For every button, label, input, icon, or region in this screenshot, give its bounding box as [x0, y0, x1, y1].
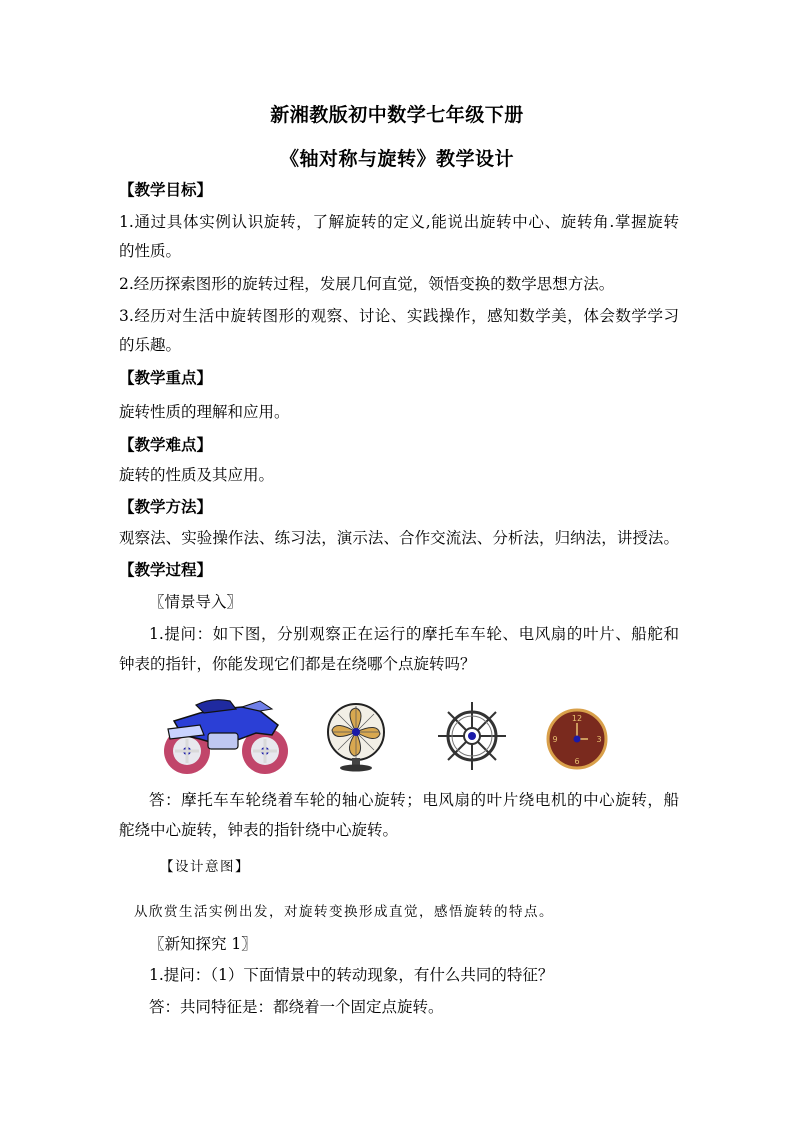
goal-2: 2.经历探索图形的旋转过程，发展几何直觉，领悟变换的数学思想方法。: [119, 275, 615, 293]
question-1-line-2: 钟表的指针，你能发现它们都是在绕哪个点旋转吗？: [119, 655, 476, 673]
clock-number-6: 6: [574, 757, 580, 766]
goal-1-line-1: 1.通过具体实例认识旋转，了解旋转的定义,能说出旋转中心、旋转角.掌握旋转: [119, 213, 679, 231]
difficulty-heading: 【教学难点】: [119, 436, 213, 454]
goal-3-line-1: 3.经历对生活中旋转图形的观察、讨论、实践操作，感知数学美，体会数学学习: [119, 307, 679, 325]
doc-subtitle: 《轴对称与旋转》教学设计: [279, 148, 514, 170]
difficulty-text: 旋转的性质及其应用。: [119, 466, 275, 484]
clock-number-3: 3: [596, 735, 602, 744]
clock-number-12: 12: [571, 714, 583, 723]
electric-fan-icon: [320, 700, 392, 772]
doc-title: 新湘教版初中数学七年级下册: [270, 104, 524, 126]
key-points-text: 旋转性质的理解和应用。: [119, 403, 290, 421]
goal-1-line-2: 的性质。: [119, 242, 182, 260]
process-heading: 【教学过程】: [119, 561, 213, 579]
method-heading: 【教学方法】: [119, 498, 213, 516]
question-1-line-1: 1.提问：如下图，分别观察正在运行的摩托车车轮、电风扇的叶片、船舵和: [149, 625, 679, 643]
goal-3-line-2: 的乐趣。: [119, 336, 182, 354]
design-intent-text: 从欣赏生活实例出发，对旋转变换形成直觉，感悟旋转的特点。: [134, 904, 554, 920]
answer-1-line-2: 舵绕中心旋转，钟表的指针绕中心旋转。: [119, 821, 399, 839]
question-2: 1.提问：（1）下面情景中的转动现象，有什么共同的特征？: [149, 966, 554, 984]
method-text: 观察法、实验操作法、练习法，演示法、合作交流法、分析法，归纳法，讲授法。: [119, 529, 679, 547]
goals-heading: 【教学目标】: [119, 181, 213, 199]
clock-icon: [546, 708, 608, 770]
intro-heading: 〖情景导入〗: [149, 593, 243, 611]
key-points-heading: 【教学重点】: [119, 369, 213, 387]
clock-number-9: 9: [552, 735, 558, 744]
answer-2: 答：共同特征是：都绕着一个固定点旋转。: [149, 998, 444, 1016]
ship-wheel-icon: [436, 700, 508, 772]
answer-1-line-1: 答：摩托车车轮绕着车轮的轴心旋转；电风扇的叶片绕电机的中心旋转，船: [149, 791, 679, 809]
explore-1-heading: 〖新知探究 1〗: [149, 935, 257, 953]
design-intent-heading: 【设计意图】: [160, 859, 250, 875]
motorcycle-icon: [160, 695, 292, 779]
